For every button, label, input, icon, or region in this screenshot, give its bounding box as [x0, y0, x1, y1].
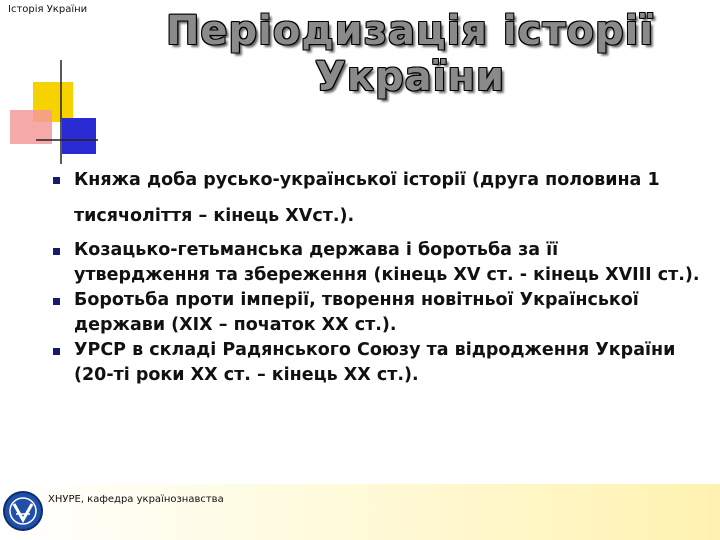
- list-item: [50, 238, 700, 288]
- list-item-text: Козацько-гетьманська держава і боротьба за її утвердження та збереження (кінець XV ст. - кінець XVIII ст.).: [74, 240, 700, 285]
- bullet-icon: [53, 177, 60, 184]
- list-item: [50, 162, 700, 234]
- list-item-text: Боротьба проти імперії, творення новітньої Української держави (XIX – початок XX ст.).: [74, 290, 639, 335]
- footer-band: [0, 484, 720, 540]
- university-emblem-icon: [2, 490, 44, 532]
- footer-text: ХНУРЕ, кафедра українознавства: [48, 494, 224, 505]
- decorative-squares: [0, 0, 110, 170]
- list-item: [50, 338, 700, 388]
- header-note: Історія України: [8, 4, 88, 15]
- list-item-text: УРСР в складі Радянського Союзу та відродження України (20-ті роки XX ст. – кінець XX ст.).: [74, 340, 676, 385]
- bullet-icon: [53, 248, 60, 255]
- list-item-text: Княжа доба русько-української історії (друга половина 1 тисячоліття – кінець XVст.).: [74, 170, 660, 226]
- bullet-icon: [53, 348, 60, 355]
- periods-list: [50, 162, 700, 388]
- slide-title-line-2: України: [315, 54, 505, 100]
- list-item: [50, 288, 700, 338]
- slide-title-line-1: Періодизація історії: [165, 8, 655, 54]
- slide-title: [140, 8, 680, 100]
- bullet-icon: [53, 298, 60, 305]
